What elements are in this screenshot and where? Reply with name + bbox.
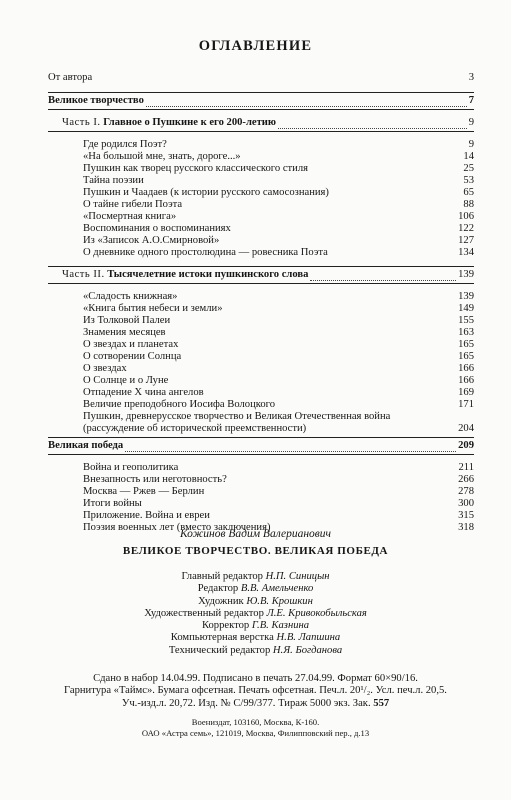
toc-entry-title: Где родился Поэт? [83,139,167,150]
toc-page-number: 134 [458,247,474,258]
publication-line: Гарнитура «Таймс». Бумага офсетная. Печать офсетная. Печ.л. 20¹/₂. Усл. печ.л. 20,5. [64,685,447,697]
publisher-address: Воениздат, 103160, Москва, К-160. [191,716,320,727]
credit-role: Компьютерная верстка [170,632,274,644]
toc-entry [48,303,474,315]
credit-line [0,608,511,620]
toc-entry-title: Внезапность или неготовность? [83,474,227,485]
toc-entry-title: Тайна поэзии [83,175,144,186]
credit-line [0,645,511,657]
toc-entry [48,211,474,223]
toc-entry-title-line: (рассуждение об исторической преемственности) [83,423,307,434]
toc-entry [48,498,474,510]
toc-entry [48,375,474,387]
toc-entry-title: О звездах [83,363,127,374]
toc-entry-title: Знамения месяцев [83,327,166,338]
part-divider [48,283,474,284]
author-name: Кожинов Вадим Валерианович [179,528,332,540]
dot-leader [331,190,461,199]
toc-entry [48,387,474,399]
credit-name: Л.Е. Кривокобыльская [266,607,367,619]
part-title: Тысячелетние истоки пушкинского слова [107,269,309,280]
toc-entry-title-line: Пушкин, древнерусское творчество и Великая Отечественная война [83,411,391,422]
dot-leader [146,178,462,187]
dot-leader [125,442,456,452]
toc-entry [48,163,474,175]
toc-page-number: 165 [458,351,474,362]
toc-page-number: 88 [463,199,474,210]
dot-leader [144,501,456,510]
part-divider [48,131,474,132]
toc-page-number: 155 [458,315,474,326]
toc-entry [48,151,474,163]
toc-page-number: 169 [458,387,474,398]
table-of-contents [48,72,474,534]
toc-page-number: 209 [458,440,474,451]
section-divider [48,437,474,438]
toc-page-number: 211 [458,462,474,473]
toc-entry-title: Из Толковой Палеи [83,315,171,326]
order-number: 557 [373,697,390,709]
dot-leader [180,342,456,351]
contents-title: ОГЛАВЛЕНИЕ [198,38,313,54]
toc-entry [48,399,474,411]
toc-entry [48,339,474,351]
toc-page-number: 204 [458,423,474,434]
dot-leader [392,426,456,435]
toc-section-title: Великая победа [48,440,124,451]
credit-name: Н.В. Лапшина [276,632,341,644]
credit-name: Н.П. Синицын [265,571,330,582]
printer-details [0,717,511,739]
toc-entry-title: «Посмертная книга» [83,211,177,222]
toc-entry [48,223,474,235]
toc-entry-title: О дневнике одного простолюдина — ровесника Поэта [83,247,328,258]
dot-leader [310,271,456,281]
toc-page-number: 9 [468,139,474,150]
toc-page-number: 14 [463,151,474,162]
part-label: Часть II. [62,269,105,280]
staff-credits [0,571,511,657]
toc-entry [48,247,474,259]
toc-entry [48,315,474,327]
toc-part-2 [48,269,474,281]
toc-entry [48,291,474,303]
dot-leader [180,465,456,474]
dot-leader [330,250,456,259]
dot-leader [179,294,456,303]
credit-line [0,596,511,608]
dot-leader [278,119,467,129]
credit-role: Корректор [201,620,250,632]
dot-leader [170,378,456,387]
toc-page-number: 65 [463,187,474,198]
publication-line [0,698,511,710]
toc-section-great-victory [48,440,474,452]
dot-leader [212,513,456,522]
part-divider [48,266,474,267]
publication-line: Сдано в набор 14.04.99. Подписано в печать 27.04.99. Формат 60×90/16. [93,673,418,685]
toc-page-number: 139 [458,291,474,302]
publication-text: Уч.-изд.л. 20,72. Изд. № С/99/377. Тираж 5000 экз. Зак. [121,697,371,709]
toc-entry [48,411,474,435]
credit-name: Г.В. Казнина [251,620,310,632]
toc-entry [48,351,474,363]
toc-page-number: 53 [463,175,474,186]
dot-leader [129,366,456,375]
toc-entry-title: Приложение. Война и евреи [83,510,210,521]
dot-leader [225,306,457,315]
toc-entry-title: Пушкин и Чаадаев (к истории русского самосознания) [83,187,329,198]
toc-entry-title: Величие преподобного Иосифа Волоцкого [83,399,276,410]
dot-leader [94,75,467,84]
part-1-entries [48,139,474,259]
part-label: Часть I. [62,117,101,128]
toc-part-1 [48,117,474,129]
toc-page-number: 122 [458,223,474,234]
toc-entry-title: О звездах и планетах [83,339,179,350]
credit-name: Н.Я. Богданова [272,644,343,656]
toc-entry [48,510,474,522]
credit-role: Художник [198,595,244,607]
toc-page-number: 25 [463,163,474,174]
credit-line [0,571,511,583]
toc-page-number: 166 [458,375,474,386]
toc-entry [48,175,474,187]
part-title: Главное о Пушкине к его 200-летию [103,117,276,128]
dot-leader [310,166,461,175]
printer-address: ОАО «Астра семь», 121019, Москва, Филипповский пер., д.13 [141,727,370,738]
toc-entry [48,462,474,474]
credit-role: Художественный редактор [144,607,264,619]
toc-section-title: Великое творчество [48,95,144,106]
toc-entry [48,235,474,247]
toc-entry-title: «Книга бытия небеси и земли» [83,303,223,314]
toc-entry-title: О тайне гибели Поэта [83,199,183,210]
toc-page-number: 127 [458,235,474,246]
credit-name: В.В. Амельченко [240,583,314,595]
toc-page-number: 7 [468,95,474,106]
credit-line [0,583,511,595]
toc-page-number: 139 [458,269,474,280]
dot-leader [146,97,467,107]
toc-page-number: 163 [458,327,474,338]
toc-entry-title: Поэзия военных лет (вместо заключения) [83,522,271,533]
dot-leader [229,477,456,486]
book-title: ВЕЛИКОЕ ТВОРЧЕСТВО. ВЕЛИКАЯ ПОБЕДА [122,545,389,557]
toc-entry-title: От автора [48,72,93,83]
credit-name: Ю.В. Крошкин [246,595,313,607]
dot-leader [172,318,456,327]
toc-page-number: 106 [458,211,474,222]
toc-page-number: 171 [458,399,474,410]
dot-leader [168,330,457,339]
dot-leader [169,142,467,151]
toc-page-number: 278 [458,486,474,497]
credit-line [0,632,511,644]
toc-page-number: 3 [468,72,474,83]
toc-entry [48,363,474,375]
toc-page-number: 300 [458,498,474,509]
toc-page-number: 318 [458,522,474,533]
toc-entry-from-author [48,72,474,84]
dot-leader [184,202,461,211]
dot-leader [233,226,456,235]
toc-entry-title: Война и геополитика [83,462,179,473]
toc-page-number: 266 [458,474,474,485]
credit-role: Технический редактор [168,644,271,656]
toc-entry-title: Отпадение Х чина ангелов [83,387,204,398]
dot-leader [243,154,462,163]
dot-leader [277,402,456,411]
toc-entry [48,327,474,339]
toc-entry-title: Воспоминания о воспоминаниях [83,223,231,234]
imprint-block [0,528,511,739]
toc-entry-title: «На большой мне, знать, дороге...» [83,151,241,162]
toc-entry-title: Итоги войны [83,498,142,509]
toc-page-number: 315 [458,510,474,521]
toc-page-number: 9 [468,117,474,128]
section-divider [48,109,474,110]
dot-leader [221,238,456,247]
credit-line [0,620,511,632]
toc-entry [48,187,474,199]
dot-leader [206,390,456,399]
credit-role: Главный редактор [181,571,263,582]
toc-entry [48,199,474,211]
dot-leader [183,354,456,363]
toc-entry-title: О сотворении Солнца [83,351,182,362]
toc-entry [48,474,474,486]
toc-entry-title: О Солнце и о Луне [83,375,169,386]
toc-section-great-creativity [48,95,474,107]
part-2-entries [48,291,474,435]
toc-entry-title: Москва — Ржев — Берлин [83,486,205,497]
toc-page-number: 165 [458,339,474,350]
toc-page-number: 166 [458,363,474,374]
toc-page-number: 149 [458,303,474,314]
section-2-entries [48,462,474,534]
dot-leader [178,214,456,223]
credit-role: Редактор [197,583,239,595]
toc-entry-title: Из «Записок А.О.Смирновой» [83,235,220,246]
section-divider [48,454,474,455]
section-divider [48,92,474,93]
toc-entry [48,486,474,498]
publication-details [0,673,511,710]
toc-entry-title: Пушкин как творец русского классического стиля [83,163,308,174]
toc-entry [48,139,474,151]
toc-entry-title: «Сладость книжная» [83,291,178,302]
toc-entry-title [83,411,390,435]
dot-leader [206,489,456,498]
